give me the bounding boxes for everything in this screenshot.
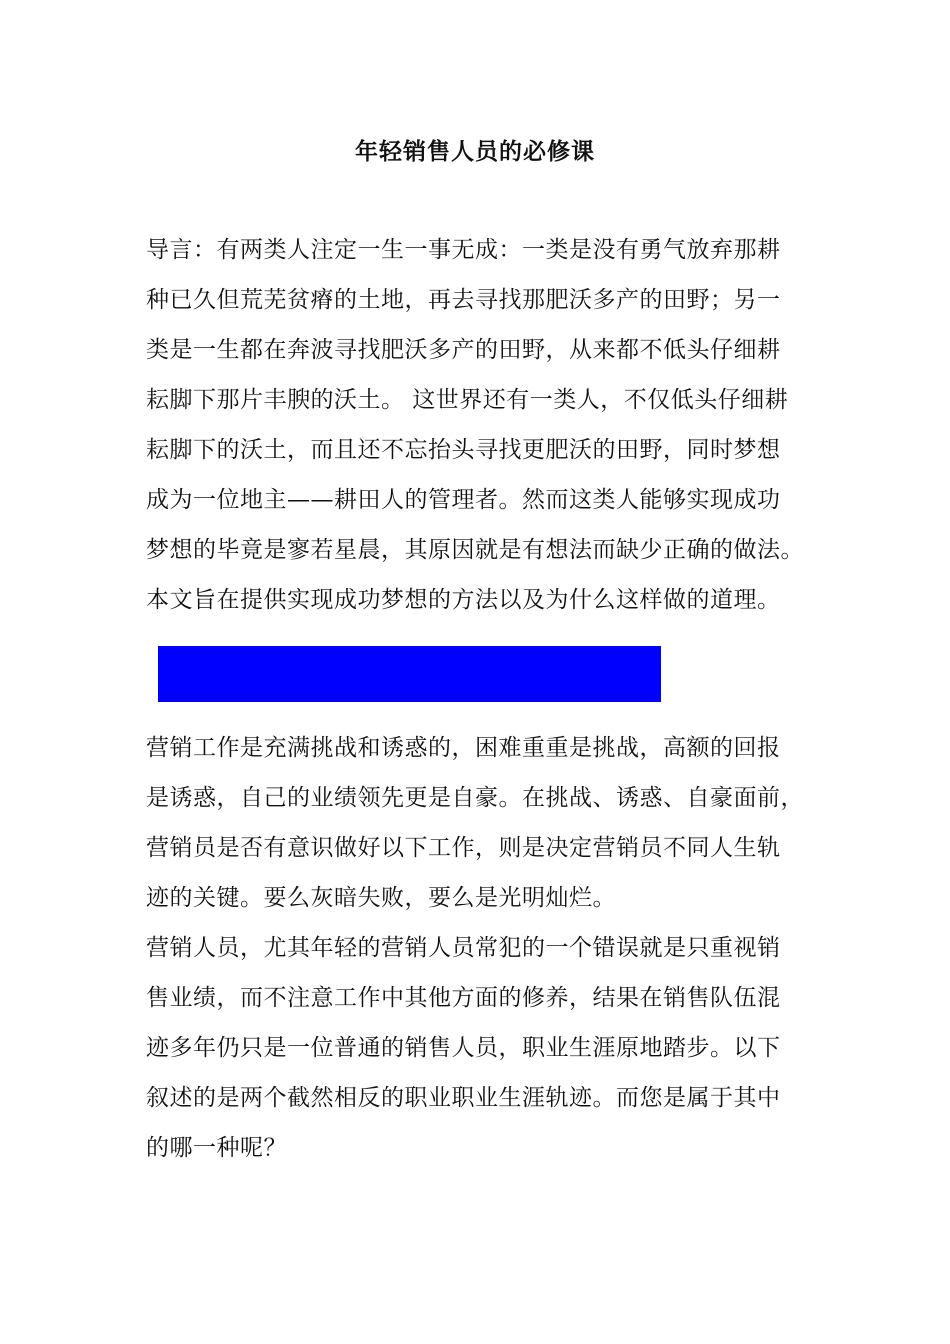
body-line: 是诱惑，自己的业绩领先更是自豪。在挑战、诱惑、自豪面前， <box>146 785 804 811</box>
intro-line: 类是一生都在奔波寻找肥沃多产的田野，从来都不低头仔细耕 <box>146 337 781 363</box>
blue-banner <box>158 646 661 702</box>
intro-line: 导言：有两类人注定一生一事无成：一类是没有勇气放弃那耕 <box>146 237 781 263</box>
body-line: 的哪一种呢？ <box>146 1135 287 1161</box>
body-line: 营销工作是充满挑战和诱惑的，困难重重是挑战，高额的回报 <box>146 735 781 761</box>
intro-line: 梦想的毕竟是寥若星晨，其原因就是有想法而缺少正确的做法。 <box>146 537 804 563</box>
body-line: 营销人员，尤其年轻的营销人员常犯的一个错误就是只重视销 <box>146 935 781 961</box>
intro-line: 成为一位地主——耕田人的管理者。然而这类人能够实现成功 <box>146 487 781 513</box>
intro-line: 本文旨在提供实现成功梦想的方法以及为什么这样做的道理。 <box>146 587 781 613</box>
body-line: 售业绩，而不注意工作中其他方面的修养，结果在销售队伍混 <box>146 985 781 1011</box>
body-paragraphs <box>146 723 816 1173</box>
intro-line: 耘脚下的沃土，而且还不忘抬头寻找更肥沃的田野，同时梦想 <box>146 437 781 463</box>
intro-line: 种已久但荒芜贫瘠的土地，再去寻找那肥沃多产的田野；另一 <box>146 287 781 313</box>
document-title: 年轻销售人员的必修课 <box>355 138 595 165</box>
body-line: 迹多年仍只是一位普通的销售人员，职业生涯原地踏步。以下 <box>146 1035 781 1061</box>
body-line: 叙述的是两个截然相反的职业职业生涯轨迹。而您是属于其中 <box>146 1085 781 1111</box>
body-line: 迹的关键。要么灰暗失败，要么是光明灿烂。 <box>146 885 616 911</box>
intro-line: 耘脚下那片丰腴的沃土。 这世界还有一类人，不仅低头仔细耕 <box>146 387 789 413</box>
body-line: 营销员是否有意识做好以下工作，则是决定营销员不同人生轨 <box>146 835 781 861</box>
intro-paragraph <box>146 225 816 625</box>
